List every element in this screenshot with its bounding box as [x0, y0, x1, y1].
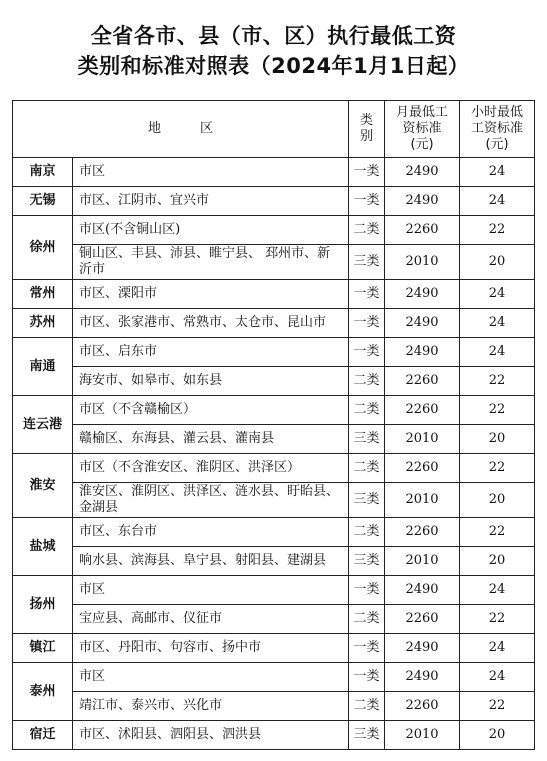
hourly-wage-cell: 24	[460, 187, 535, 216]
category-cell: 二类	[349, 605, 385, 634]
hourly-wage-cell: 22	[460, 518, 535, 547]
category-cell: 一类	[349, 634, 385, 663]
category-cell: 三类	[349, 721, 385, 750]
category-cell: 一类	[349, 663, 385, 692]
header-hourly-line: 工资标准	[471, 121, 524, 136]
header-monthly-line: 月最低工	[396, 105, 449, 120]
category-cell: 三类	[349, 547, 385, 576]
area-cell: 市区、启东市	[73, 338, 349, 367]
table-row	[13, 396, 535, 425]
area-cell: 海安市、如皋市、如东县	[73, 367, 349, 396]
hourly-wage-cell: 20	[460, 245, 535, 280]
hourly-wage-cell: 24	[460, 663, 535, 692]
table-row	[13, 187, 535, 216]
header-monthly	[385, 101, 460, 158]
table-row	[13, 309, 535, 338]
area-cell: 市区、江阴市、宜兴市	[73, 187, 349, 216]
hourly-wage-cell: 24	[460, 309, 535, 338]
category-cell: 一类	[349, 187, 385, 216]
table-row	[13, 663, 535, 692]
hourly-wage-cell: 24	[460, 338, 535, 367]
page-title-line-1: 全省各市、县（市、区）执行最低工资	[90, 24, 457, 48]
city-cell: 泰州	[13, 663, 73, 721]
hourly-wage-cell: 24	[460, 158, 535, 187]
page-title-line-2: 类别和标准对照表（2024年1月1日起）	[77, 54, 470, 78]
table-row	[13, 280, 535, 309]
table-row	[13, 216, 535, 245]
hourly-wage-cell: 22	[460, 454, 535, 483]
header-category: 类别	[349, 101, 385, 158]
table-row	[13, 245, 535, 280]
area-cell: 市区	[73, 576, 349, 605]
monthly-wage-cell: 2490	[385, 338, 460, 367]
hourly-wage-cell: 20	[460, 425, 535, 454]
area-cell: 宝应县、高邮市、仪征市	[73, 605, 349, 634]
table-row	[13, 338, 535, 367]
header-hourly-line: (元)	[485, 137, 509, 152]
hourly-wage-cell: 24	[460, 634, 535, 663]
monthly-wage-cell: 2490	[385, 634, 460, 663]
table-row	[13, 634, 535, 663]
table-row	[13, 692, 535, 721]
category-cell: 一类	[349, 576, 385, 605]
table-body	[13, 158, 535, 750]
category-cell: 二类	[349, 396, 385, 425]
table-row	[13, 547, 535, 576]
table-row	[13, 454, 535, 483]
monthly-wage-cell: 2010	[385, 483, 460, 518]
category-cell: 二类	[349, 518, 385, 547]
header-region: 地 区	[13, 101, 349, 158]
category-cell: 三类	[349, 483, 385, 518]
monthly-wage-cell: 2490	[385, 158, 460, 187]
category-cell: 一类	[349, 309, 385, 338]
monthly-wage-cell: 2260	[385, 692, 460, 721]
monthly-wage-cell: 2490	[385, 663, 460, 692]
city-cell: 宿迁	[13, 721, 73, 750]
category-cell: 一类	[349, 158, 385, 187]
area-cell: 市区（不含赣榆区）	[73, 396, 349, 425]
table-row	[13, 576, 535, 605]
monthly-wage-cell: 2260	[385, 454, 460, 483]
monthly-wage-cell: 2010	[385, 547, 460, 576]
hourly-wage-cell: 20	[460, 547, 535, 576]
area-cell: 靖江市、泰兴市、兴化市	[73, 692, 349, 721]
city-cell: 徐州	[13, 216, 73, 280]
area-cell: 响水县、滨海县、阜宁县、射阳县、建湖县	[73, 547, 349, 576]
monthly-wage-cell: 2010	[385, 721, 460, 750]
city-cell: 南京	[13, 158, 73, 187]
city-cell: 无锡	[13, 187, 73, 216]
monthly-wage-cell: 2260	[385, 367, 460, 396]
hourly-wage-cell: 22	[460, 396, 535, 425]
table-row	[13, 367, 535, 396]
monthly-wage-cell: 2010	[385, 425, 460, 454]
hourly-wage-cell: 24	[460, 576, 535, 605]
category-cell: 二类	[349, 454, 385, 483]
category-cell: 一类	[349, 280, 385, 309]
city-cell: 盐城	[13, 518, 73, 576]
area-cell: 市区、张家港市、常熟市、太仓市、昆山市	[73, 309, 349, 338]
hourly-wage-cell: 22	[460, 216, 535, 245]
city-cell: 连云港	[13, 396, 73, 454]
area-cell: 铜山区、丰县、沛县、睢宁县、 邳州市、新沂市	[73, 245, 349, 280]
hourly-wage-cell: 22	[460, 692, 535, 721]
city-cell: 淮安	[13, 454, 73, 518]
hourly-wage-cell: 24	[460, 280, 535, 309]
monthly-wage-cell: 2260	[385, 518, 460, 547]
city-cell: 扬州	[13, 576, 73, 634]
table-row	[13, 518, 535, 547]
monthly-wage-cell: 2010	[385, 245, 460, 280]
monthly-wage-cell: 2260	[385, 396, 460, 425]
minimum-wage-table	[12, 100, 535, 750]
table-row	[13, 425, 535, 454]
area-cell: 市区(不含铜山区)	[73, 216, 349, 245]
hourly-wage-cell: 20	[460, 483, 535, 518]
category-cell: 一类	[349, 338, 385, 367]
area-cell: 市区（不含淮安区、淮阴区、洪泽区）	[73, 454, 349, 483]
city-cell: 南通	[13, 338, 73, 396]
city-cell: 常州	[13, 280, 73, 309]
hourly-wage-cell: 20	[460, 721, 535, 750]
header-monthly-line: (元)	[410, 137, 434, 152]
area-cell: 市区、丹阳市、句容市、扬中市	[73, 634, 349, 663]
monthly-wage-cell: 2490	[385, 576, 460, 605]
monthly-wage-cell: 2490	[385, 187, 460, 216]
monthly-wage-cell: 2260	[385, 605, 460, 634]
city-cell: 镇江	[13, 634, 73, 663]
area-cell: 市区、溧阳市	[73, 280, 349, 309]
category-cell: 三类	[349, 425, 385, 454]
area-cell: 市区	[73, 663, 349, 692]
hourly-wage-cell: 22	[460, 367, 535, 396]
table-row	[13, 158, 535, 187]
area-cell: 市区、沭阳县、泗阳县、泗洪县	[73, 721, 349, 750]
header-hourly-line: 小时最低	[471, 105, 524, 120]
area-cell: 淮安区、淮阴区、洪泽区、涟水县、盱眙县、金湖县	[73, 483, 349, 518]
area-cell: 市区	[73, 158, 349, 187]
category-cell: 三类	[349, 245, 385, 280]
monthly-wage-cell: 2260	[385, 216, 460, 245]
table-row	[13, 721, 535, 750]
monthly-wage-cell: 2490	[385, 280, 460, 309]
table-row	[13, 605, 535, 634]
header-hourly	[460, 101, 535, 158]
header-monthly-line: 资标准	[402, 121, 442, 136]
category-cell: 二类	[349, 367, 385, 396]
category-cell: 二类	[349, 216, 385, 245]
monthly-wage-cell: 2490	[385, 309, 460, 338]
area-cell: 市区、东台市	[73, 518, 349, 547]
area-cell: 赣榆区、东海县、灌云县、灌南县	[73, 425, 349, 454]
table-row	[13, 483, 535, 518]
hourly-wage-cell: 22	[460, 605, 535, 634]
category-cell: 二类	[349, 692, 385, 721]
table-header-row	[13, 101, 535, 158]
city-cell: 苏州	[13, 309, 73, 338]
